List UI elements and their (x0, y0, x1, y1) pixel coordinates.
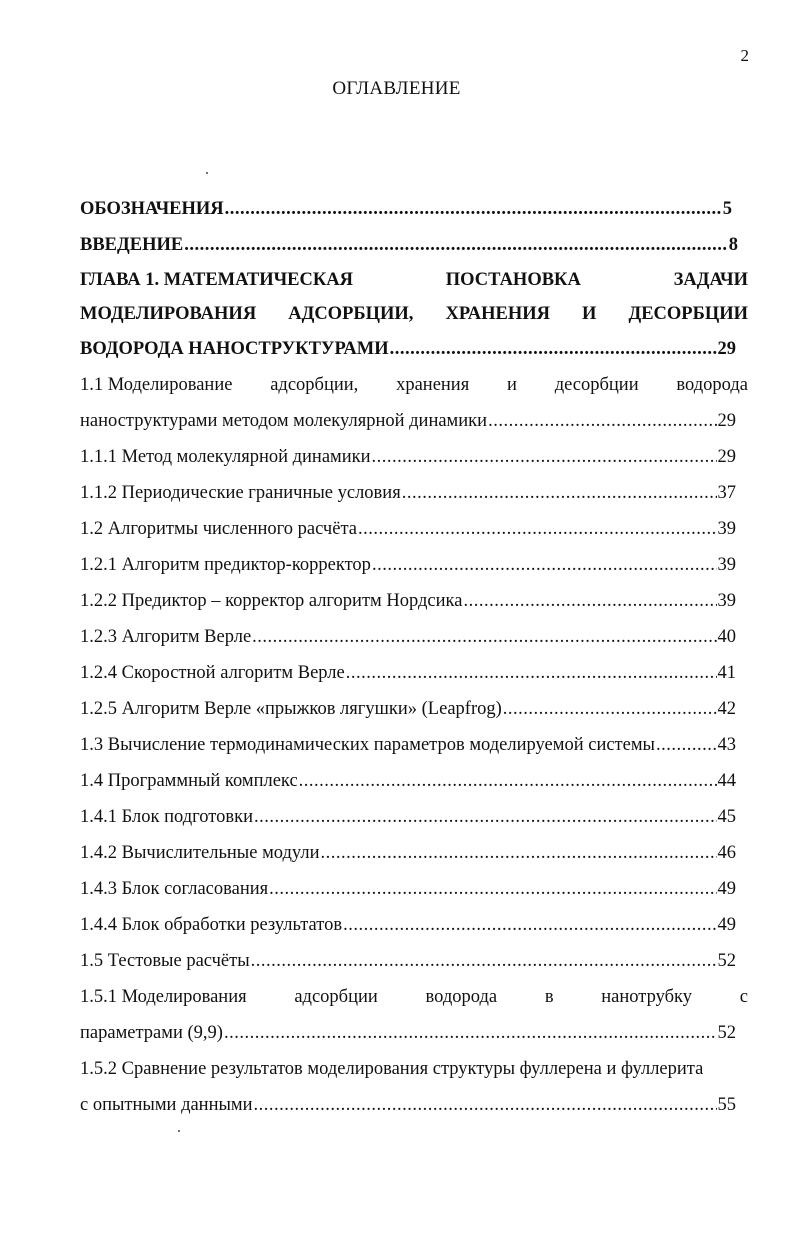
dot-leader (225, 191, 722, 227)
dot-leader (224, 1015, 717, 1051)
toc-entry[interactable] (80, 475, 748, 511)
section-1-1-line-2 (80, 403, 748, 439)
toc-entry-title: 1.4.1 Блок подготовки (80, 807, 253, 827)
toc-entry-page: 37 (717, 483, 736, 503)
section-1-5-2-line-2 (80, 1087, 748, 1123)
toc-entry-1-5-1[interactable] (80, 979, 748, 1051)
toc-entry-page: 44 (717, 771, 736, 791)
chapter-1-line-3 (80, 331, 748, 367)
toc-entry-page: 39 (717, 555, 736, 575)
toc-entry-page: 49 (717, 915, 736, 935)
toc-entry[interactable] (80, 619, 748, 655)
page-number: 2 (740, 46, 749, 65)
toc-entry-page: 41 (717, 663, 736, 683)
toc-entry-1-1[interactable] (80, 367, 748, 439)
dot-leader (463, 583, 716, 619)
chapter-1-line-2: МОДЕЛИРОВАНИЯ АДСОРБЦИИ, ХРАНЕНИЯ И ДЕСОРБЦИИ (80, 304, 748, 324)
dot-leader (358, 511, 717, 547)
toc-entry-page: 29 (717, 411, 736, 431)
dot-leader (402, 475, 717, 511)
toc-entry-introduction[interactable] (80, 227, 748, 263)
toc-entry[interactable] (80, 799, 748, 835)
dot-leader (372, 547, 717, 583)
dot-leader (251, 943, 717, 979)
toc-entry-page: 52 (717, 951, 736, 971)
toc-entry-page: 8 (728, 235, 738, 255)
dot-leader (252, 619, 716, 655)
toc-entry-page: 46 (717, 843, 736, 863)
toc-entry-1-5-2[interactable] (80, 1051, 748, 1123)
toc-entry-title: с опытными данными (80, 1095, 253, 1115)
table-of-contents (80, 185, 748, 1123)
toc-entry-page: 52 (717, 1023, 736, 1043)
toc-entry-page: 40 (717, 627, 736, 647)
scan-speck (206, 172, 208, 174)
toc-entry-page: 45 (717, 807, 736, 827)
toc-entry-title: 1.5 Тестовые расчёты (80, 951, 250, 971)
toc-entry[interactable] (80, 439, 748, 475)
toc-entry[interactable] (80, 547, 748, 583)
toc-entry-title: ВВЕДЕНИЕ (80, 235, 184, 255)
toc-entry[interactable] (80, 907, 748, 943)
toc-entry-title: ВОДОРОДА НАНОСТРУКТУРАМИ (80, 339, 389, 359)
toc-entry-title: 1.4 Программный комплекс (80, 771, 298, 791)
toc-entry-page: 29 (717, 447, 736, 467)
toc-entry[interactable] (80, 583, 748, 619)
toc-entry-title: 1.4.4 Блок обработки результатов (80, 915, 343, 935)
toc-entry[interactable] (80, 835, 748, 871)
toc-entry-page: 49 (717, 879, 736, 899)
toc-entry-title: параметрами (9,9) (80, 1023, 223, 1043)
toc-entry-page: 5 (722, 199, 732, 219)
dot-leader (656, 727, 717, 763)
section-1-5-2-line-1: 1.5.2 Сравнение результатов моделирования структуры фуллерена и фуллерита (80, 1059, 704, 1079)
toc-entry-title: 1.2.3 Алгоритм Верле (80, 627, 252, 647)
toc-entry[interactable] (80, 727, 748, 763)
page-title: ОГЛАВЛЕНИЕ (332, 78, 461, 99)
toc-entry[interactable] (80, 691, 748, 727)
toc-entry-title: 1.2.1 Алгоритм предиктор-корректор (80, 555, 371, 575)
toc-entry-title: 1.4.2 Вычислительные модули (80, 843, 320, 863)
toc-entry-title: 1.2.4 Скоростной алгоритм Верле (80, 663, 345, 683)
dot-leader (320, 835, 716, 871)
toc-entry-title: ОБОЗНАЧЕНИЯ (80, 199, 224, 219)
section-1-5-1-line-1: 1.5.1 Моделирования адсорбции водорода в нанотрубку с (80, 987, 748, 1007)
dot-leader (390, 331, 717, 367)
toc-entry[interactable] (80, 655, 748, 691)
toc-entry-page: 29 (717, 339, 736, 359)
dot-leader (254, 799, 717, 835)
toc-entry[interactable] (80, 511, 748, 547)
scan-speck (178, 1130, 180, 1132)
toc-entry-chapter-1[interactable] (80, 263, 748, 367)
dot-leader (503, 691, 717, 727)
toc-entry-page: 55 (717, 1095, 736, 1115)
dot-leader (346, 655, 717, 691)
toc-entry-title: 1.4.3 Блок согласования (80, 879, 269, 899)
dot-leader (488, 403, 716, 439)
dot-leader (254, 1087, 717, 1123)
toc-entry-title: 1.1.2 Периодические граничные условия (80, 483, 401, 503)
toc-entry-page: 39 (717, 591, 736, 611)
chapter-1-line-1: ГЛАВА 1. МАТЕМАТИЧЕСКАЯ ПОСТАНОВКА ЗАДАЧИ (80, 270, 748, 290)
dot-leader (184, 227, 728, 263)
dot-leader (269, 871, 716, 907)
toc-entry-title: 1.1.1 Метод молекулярной динамики (80, 447, 371, 467)
toc-entry-designations[interactable] (80, 191, 748, 227)
toc-entry-title: 1.2.5 Алгоритм Верле «прыжков лягушки» (Leapfrog) (80, 699, 502, 719)
toc-entry-title: наноструктурами методом молекулярной динамики (80, 411, 488, 431)
toc-entry-title: 1.3 Вычисление термодинамических параметров моделируемой системы (80, 735, 655, 755)
toc-entry-title: 1.2.2 Предиктор – корректор алгоритм Нордсика (80, 591, 463, 611)
section-1-1-line-1: 1.1 Моделирование адсорбции, хранения и десорбции водорода (80, 375, 748, 395)
toc-entry-page: 43 (717, 735, 736, 755)
toc-entry[interactable] (80, 943, 748, 979)
toc-entry-page: 42 (717, 699, 736, 719)
toc-entry[interactable] (80, 871, 748, 907)
dot-leader (299, 763, 717, 799)
toc-entry[interactable] (80, 763, 748, 799)
section-1-5-1-line-2 (80, 1015, 748, 1051)
toc-entry-page: 39 (717, 519, 736, 539)
toc-entry-title: 1.2 Алгоритмы численного расчёта (80, 519, 357, 539)
dot-leader (372, 439, 717, 475)
dot-leader (343, 907, 716, 943)
